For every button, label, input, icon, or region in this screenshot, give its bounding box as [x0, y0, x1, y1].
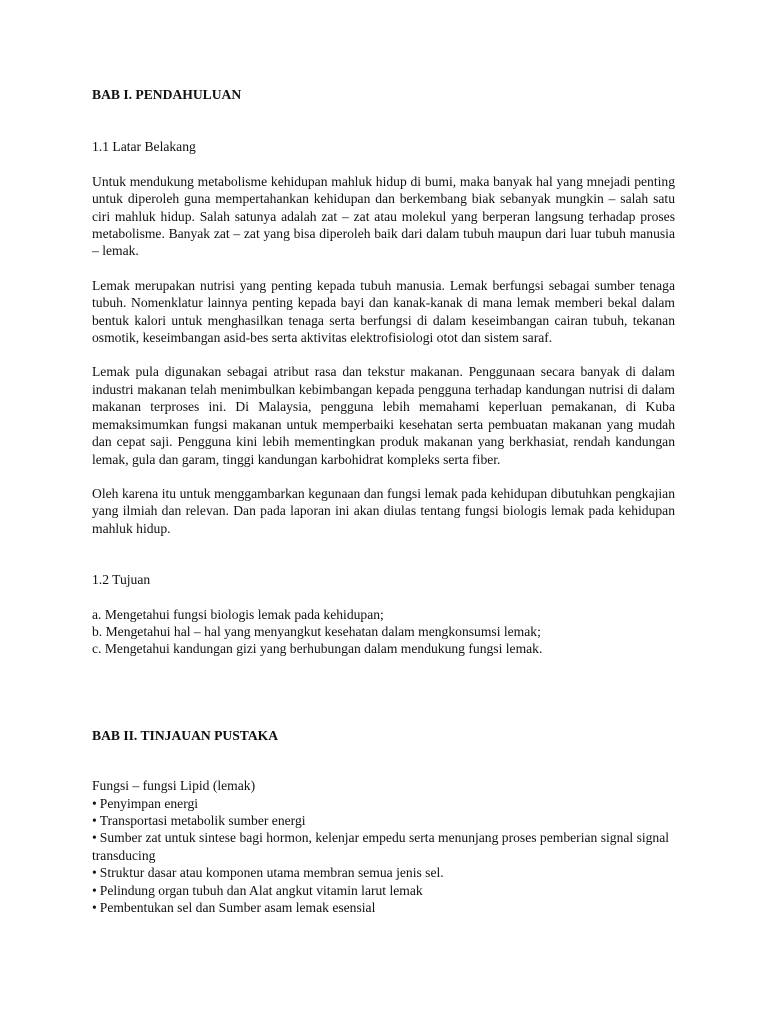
objectives-list [92, 606, 675, 658]
bullet-icon: • [92, 882, 97, 898]
objective-item-c: c. Mengetahui kandungan gizi yang berhubungan dalam mendukung fungsi lemak. [92, 641, 543, 657]
section-1-2-title: 1.2 Tujuan [92, 572, 151, 588]
lipid-functions-title: Fungsi – fungsi Lipid (lemak) [92, 778, 256, 794]
paragraph-latar-belakang-4: Oleh karena itu untuk menggambarkan kegunaan dan fungsi lemak pada kehidupan dibutuhkan pengkajian yang ilmiah dan relevan. Dan pada laporan ini akan diulas tentang fungsi biologis lemak pada kehidupan mahluk hidup. [92, 485, 675, 536]
objective-item-b: b. Mengetahui hal – hal yang menyangkut kesehatan dalam mengkonsumsi lemak; [92, 623, 541, 639]
lipid-function-item [92, 812, 675, 829]
document-content [92, 86, 675, 916]
chapter-1-title: BAB I. PENDAHULUAN [92, 87, 242, 102]
lipid-function-text: Pelindung organ tubuh dan Alat angkut vitamin larut lemak [99, 882, 423, 898]
bullet-icon: • [92, 795, 97, 811]
lipid-function-text: Struktur dasar atau komponen utama membran semua jenis sel. [99, 865, 444, 881]
section-1-1-title: 1.1 Latar Belakang [92, 139, 196, 155]
lipid-functions-list [92, 795, 675, 917]
chapter-2-title: BAB II. TINJAUAN PUSTAKA [92, 727, 279, 743]
lipid-function-text: Transportasi metabolik sumber energi [99, 812, 306, 828]
paragraph-latar-belakang-3: Lemak pula digunakan sebagai atribut rasa dan tekstur makanan. Penggunaan secara banyak di dalam industri makanan telah menimbulkan kebimbangan kepada pengguna terhadap kandungan nutrisi di dalam makanan terproses ini. Di Malaysia, pengguna lebih memahami keperluan pemakanan, di Kuba memaksimumkan fungsi makanan untuk memperbaiki kesehatan serta pembuatan makanan yang mudah dan cepat saji. Pengguna kini lebih mementingkan produk makanan yang berkhasiat, rendah kandungan lemak, gula dan garam, tinggi kandungan karbohidrat kompleks serta fiber. [92, 364, 675, 467]
lipid-function-text: Pembentukan sel dan Sumber asam lemak esensial [99, 900, 376, 915]
lipid-function-item [92, 882, 675, 899]
bullet-icon: • [92, 830, 97, 846]
bullet-icon: • [92, 900, 97, 915]
lipid-function-text: Sumber zat untuk sintese bagi hormon, kelenjar empedu serta menunjang proses pemberian signal signal transducing [92, 830, 670, 863]
objective-item-a: a. Mengetahui fungsi biologis lemak pada kehidupan; [92, 606, 384, 622]
bullet-icon: • [92, 812, 97, 828]
paragraph-latar-belakang-2: Lemak merupakan nutrisi yang penting kepada tubuh manusia. Lemak berfungsi sebagai sumber tenaga tubuh. Nomenklatur lainnya penting kepada bayi dan kanak-kanak di mana lemak memberi bekal dalam bentuk kalori untuk menghasilkan tenaga serta berfungsi di dalam keseimbangan cairan tubuh, tekanan osmotik, keseimbangan asid-bes serta aktivitas elektrofisiologi otot dan sistem saraf. [92, 277, 675, 346]
lipid-function-item [92, 864, 675, 881]
paragraph-latar-belakang-1: Untuk mendukung metabolisme kehidupan mahluk hidup di bumi, maka banyak hal yang mnejadi penting untuk diperoleh guna mempertahankan kehidupan dan berkembang biak sebanyak mungkin – salah satu ciri mahluk hidup. Salah satunya adalah zat – zat atau molekul yang berperan langsung terhadap proses metabolisme. Banyak zat – zat yang bisa diperoleh baik dari dalam tubuh maupun dari luar tubuh manusia – lemak. [92, 173, 675, 259]
lipid-function-text: Penyimpan energi [99, 795, 199, 811]
bullet-icon: • [92, 865, 97, 881]
lipid-function-item [92, 829, 675, 864]
lipid-function-item [92, 899, 675, 916]
lipid-function-item [92, 795, 675, 812]
